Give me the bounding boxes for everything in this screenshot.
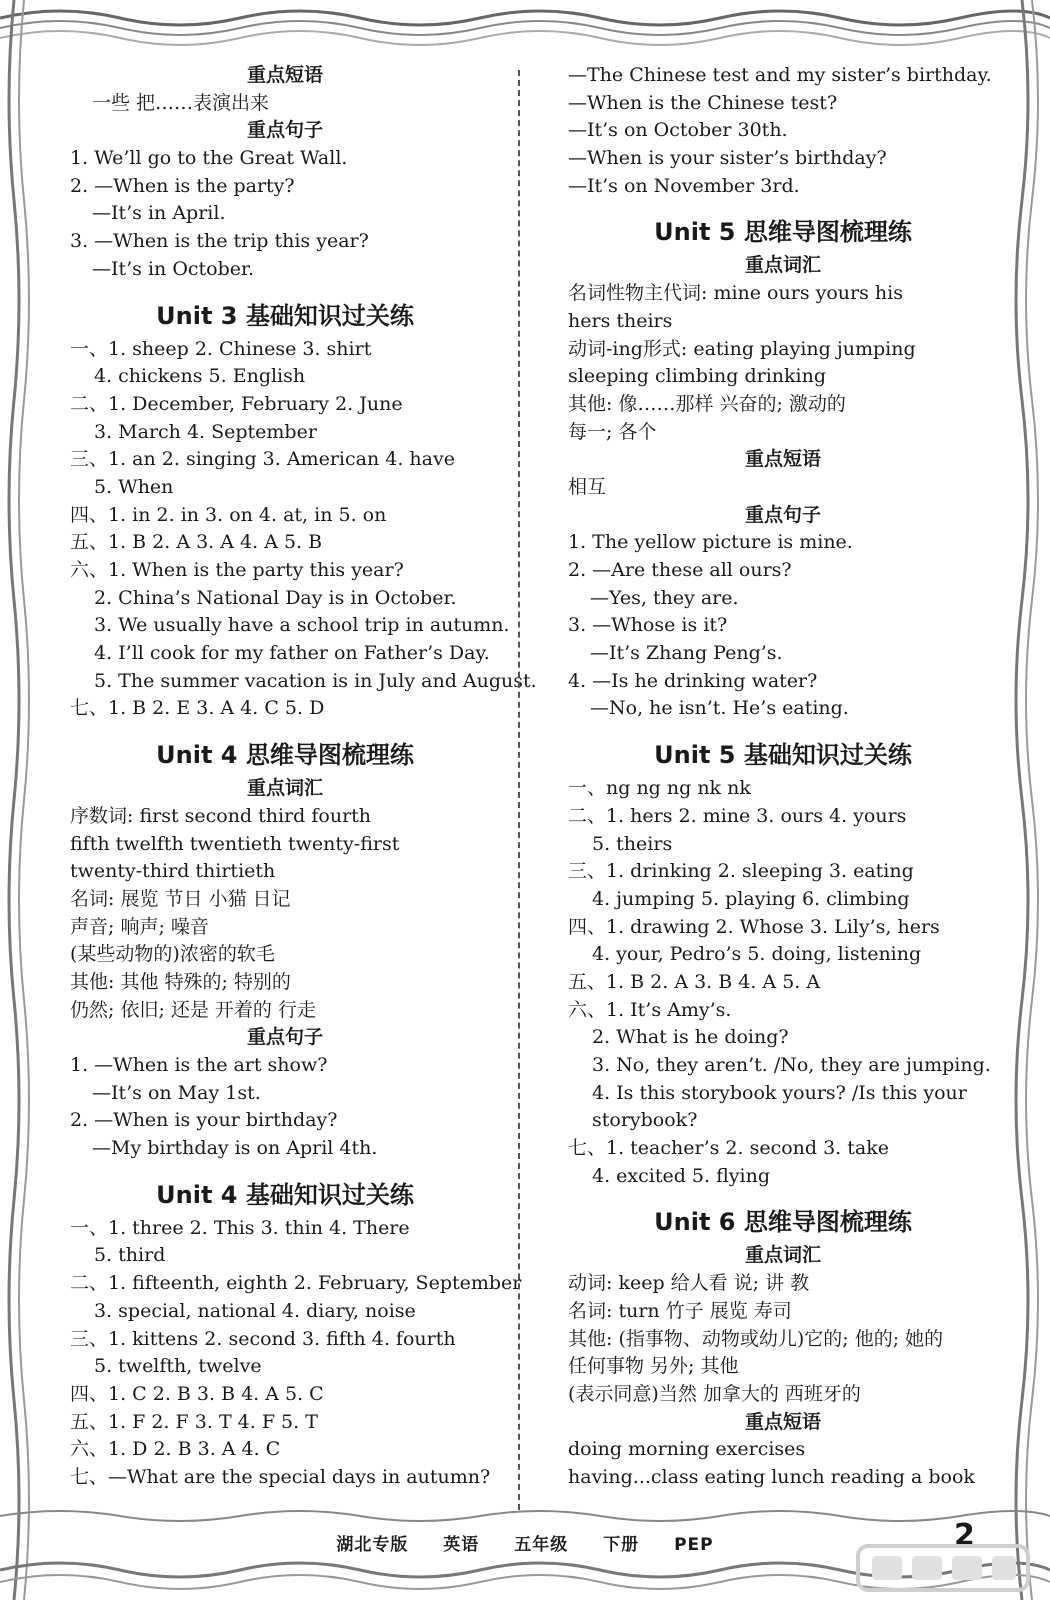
- answer-line: 序数词: first second third fourth: [70, 804, 372, 827]
- answer-line: 六、1. It’s Amy’s.: [568, 998, 732, 1021]
- answer-line: 2. China’s National Day is in October.: [94, 586, 457, 609]
- answer-line: 一、ng ng ng nk nk: [568, 777, 751, 800]
- answer-line: 相互: [568, 475, 607, 498]
- answer-line: hers theirs: [568, 309, 673, 332]
- answer-line: 一、1. three 2. This 3. thin 4. There: [70, 1216, 410, 1239]
- section-subheading: 重点句子: [246, 1026, 323, 1049]
- answer-line: 七、1. B 2. E 3. A 4. C 5. D: [70, 697, 325, 720]
- answer-line: 3. —Whose is it?: [568, 614, 728, 637]
- section-subheading: 重点短语: [744, 1410, 821, 1433]
- decorative-frame-top: [0, 0, 1050, 62]
- answer-line: 每一; 各个: [568, 420, 657, 443]
- answer-line: 五、1. B 2. A 3. A 4. A 5. B: [70, 531, 323, 554]
- section-subheading: 重点短语: [246, 64, 323, 86]
- answer-line: —It’s in October.: [92, 257, 255, 280]
- answer-line: —It’s on May 1st.: [92, 1081, 261, 1104]
- answer-line: 名词性物主代词: mine ours yours his: [568, 282, 903, 305]
- answer-line: 声音; 响声; 噪音: [70, 915, 209, 938]
- answer-line: 其他: 其他 特殊的; 特别的: [70, 970, 291, 993]
- section-subheading: 重点词汇: [246, 777, 323, 800]
- answer-line: —The Chinese test and my sister’s birthday.: [568, 64, 992, 86]
- section-subheading: 重点词汇: [744, 1244, 821, 1267]
- answer-line: storybook?: [592, 1109, 698, 1132]
- answer-line: 四、1. C 2. B 3. B 4. A 5. C: [70, 1382, 324, 1405]
- answer-line: 其他: (指事物、动物或幼儿)它的; 他的; 她的: [568, 1327, 944, 1350]
- answer-line: 四、1. in 2. in 3. on 4. at, in 5. on: [70, 503, 387, 526]
- answer-line: 名词: 展览 节日 小猫 日记: [70, 887, 291, 910]
- answer-line: 三、1. kittens 2. second 3. fifth 4. fourth: [70, 1327, 456, 1350]
- answer-line: 任何事物 另外; 其他: [568, 1355, 739, 1378]
- answer-line: 3. No, they aren’t. /No, they are jumping.: [592, 1054, 991, 1076]
- footer-term: 下册: [603, 1535, 640, 1555]
- answer-line: 四、1. drawing 2. Whose 3. Lily’s, hers: [568, 915, 940, 938]
- answer-line: sleeping climbing drinking: [568, 365, 827, 388]
- answer-line: (某些动物的)浓密的软毛: [70, 943, 275, 966]
- answer-line: —When is the Chinese test?: [568, 91, 838, 114]
- answer-line: 其他: 像……那样 兴奋的; 激动的: [568, 392, 846, 415]
- answer-line: (表示同意)当然 加拿大的 西班牙的: [568, 1382, 861, 1405]
- answer-line: 三、1. an 2. singing 3. American 4. have: [70, 448, 455, 471]
- answer-line: —It’s in April.: [92, 202, 226, 225]
- answer-line: 动词: keep 给人看 说; 讲 教: [568, 1272, 810, 1295]
- answer-line: 五、1. F 2. F 3. T 4. F 5. T: [70, 1410, 318, 1433]
- section-subheading: 重点句子: [246, 119, 323, 142]
- answer-line: —It’s Zhang Peng’s.: [590, 642, 783, 665]
- answer-line: 名词: turn 竹子 展览 寿司: [568, 1299, 792, 1322]
- answer-line: 2. What is he doing?: [592, 1026, 789, 1049]
- answer-line: 仍然; 依旧; 还是 开着的 行走: [70, 998, 316, 1021]
- decorative-frame-left: [0, 0, 40, 1600]
- answer-line: 3. —When is the trip this year?: [70, 230, 369, 253]
- answer-line: 2. —When is the party?: [70, 174, 295, 197]
- decorative-frame-right: [1000, 0, 1050, 1600]
- answer-line: 2. —When is your birthday?: [70, 1109, 338, 1132]
- answer-line: twenty-third thirtieth: [70, 860, 276, 883]
- answer-line: 3. special, national 4. diary, noise: [94, 1299, 416, 1322]
- footer-grade: 五年级: [514, 1535, 569, 1555]
- answer-line: 5. theirs: [592, 832, 673, 855]
- answer-line: —When is your sister’s birthday?: [568, 147, 887, 170]
- unit-heading: Unit 5 基础知识过关练: [654, 741, 912, 770]
- unit-heading: Unit 4 思维导图梳理练: [156, 741, 414, 770]
- answer-line: 七、—What are the special days in autumn?: [70, 1465, 491, 1488]
- footer-subject: 英语: [443, 1535, 480, 1555]
- answer-line: 4. chickens 5. English: [94, 365, 306, 388]
- section-subheading: 重点句子: [744, 503, 821, 526]
- footer-region: 湖北专版: [336, 1535, 409, 1555]
- answer-line: 五、1. B 2. A 3. B 4. A 5. A: [568, 970, 821, 993]
- answer-line: 5. twelfth, twelve: [94, 1355, 262, 1378]
- answer-line: having...class eating lunch reading a book: [568, 1465, 975, 1488]
- answer-line: 3. March 4. September: [94, 420, 317, 443]
- answer-line: doing morning exercises: [568, 1438, 806, 1461]
- answer-line: 六、1. D 2. B 3. A 4. C: [70, 1438, 281, 1461]
- answer-line: 二、1. hers 2. mine 3. ours 4. yours: [568, 804, 907, 827]
- answer-line: fifth twelfth twentieth twenty-first: [70, 832, 400, 855]
- answer-line: 2. —Are these all ours?: [568, 559, 792, 581]
- answer-line: —My birthday is on April 4th.: [92, 1137, 378, 1160]
- footer-edition: PEP: [674, 1535, 714, 1555]
- answer-line: 5. When: [94, 475, 174, 498]
- unit-heading: Unit 6 思维导图梳理练: [654, 1208, 912, 1237]
- answer-line: 1. We’ll go to the Great Wall.: [70, 147, 348, 170]
- answer-line: 一些 把……表演出来: [92, 91, 270, 114]
- unit-heading: Unit 4 基础知识过关练: [156, 1180, 414, 1209]
- answer-line: 5. third: [94, 1244, 166, 1267]
- answer-line: 1. —When is the art show?: [70, 1054, 328, 1076]
- answer-line: 4. excited 5. flying: [592, 1164, 770, 1187]
- watermark-logo: [850, 1540, 1040, 1596]
- answer-line: 4. Is this storybook yours? /Is this your: [592, 1081, 967, 1104]
- unit-heading: Unit 3 基础知识过关练: [156, 301, 414, 330]
- answer-line: 七、1. teacher’s 2. second 3. take: [568, 1137, 889, 1160]
- answer-line: 4. —Is he drinking water?: [568, 669, 818, 692]
- answer-line: 三、1. drinking 2. sleeping 3. eating: [568, 860, 914, 883]
- section-subheading: 重点词汇: [744, 254, 821, 277]
- answer-line: —It’s on October 30th.: [568, 119, 788, 142]
- answer-line: 二、1. December, February 2. June: [70, 392, 403, 415]
- answer-line: 六、1. When is the party this year?: [70, 559, 404, 581]
- answer-line: 4. jumping 5. playing 6. climbing: [592, 887, 910, 910]
- left-column: [70, 62, 537, 1500]
- section-subheading: 重点短语: [744, 448, 821, 471]
- unit-heading: Unit 5 思维导图梳理练: [654, 218, 912, 247]
- answer-line: 4. I’ll cook for my father on Father’s Day.: [94, 642, 490, 665]
- answer-line: —Yes, they are.: [590, 586, 739, 609]
- answer-line: 3. We usually have a school trip in autumn.: [94, 614, 510, 637]
- column-divider: [518, 70, 520, 1510]
- answer-line: —It’s on November 3rd.: [568, 174, 800, 197]
- answer-line: 一、1. sheep 2. Chinese 3. shirt: [70, 337, 372, 360]
- answer-line: 动词-ing形式: eating playing jumping: [568, 337, 916, 360]
- answer-line: 4. your, Pedro’s 5. doing, listening: [592, 943, 922, 966]
- answer-line: 5. The summer vacation is in July and August.: [94, 669, 537, 692]
- answer-line: 1. The yellow picture is mine.: [568, 531, 853, 554]
- answer-line: —No, he isn’t. He’s eating.: [590, 697, 849, 720]
- answer-line: 二、1. fifteenth, eighth 2. February, September: [70, 1272, 522, 1295]
- page-number: 2: [954, 1518, 975, 1553]
- right-column: [568, 62, 998, 1500]
